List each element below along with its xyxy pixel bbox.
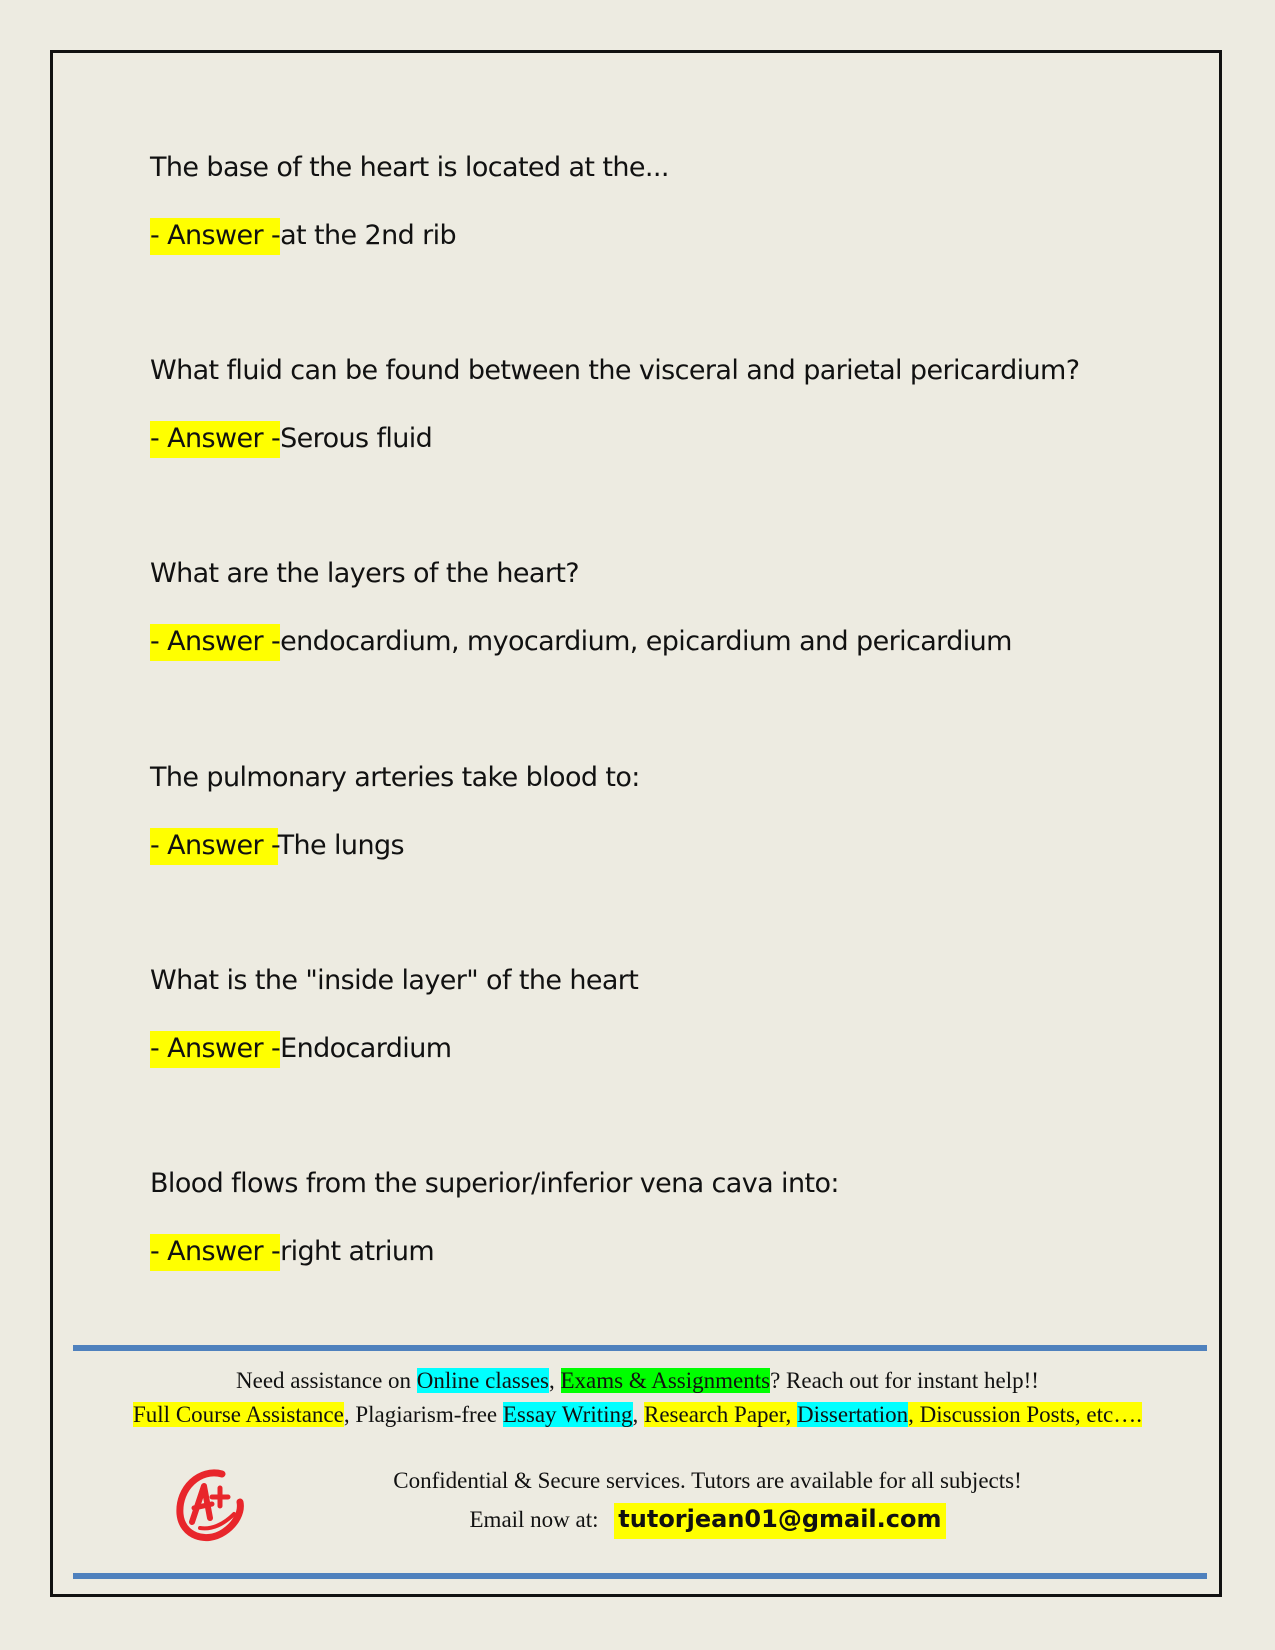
answer-tag: - Answer - [150, 218, 280, 255]
answer-text: The lungs [277, 830, 404, 861]
question-text: The pulmonary arteries take blood to: [150, 762, 640, 793]
email-line [130, 1505, 1275, 1533]
answer-line [150, 1234, 839, 1270]
footer-offerings-line [60, 1402, 1215, 1428]
email-address[interactable]: tutorjean01@gmail.com [614, 1503, 945, 1539]
answer-text: Endocardium [280, 1033, 452, 1064]
answer-line [150, 1031, 638, 1067]
dissertation-highlight: Dissertation [796, 1402, 909, 1427]
answer-tag: - Answer - [150, 1031, 280, 1068]
question-text: What are the layers of the heart? [150, 558, 580, 589]
answer-line [150, 218, 669, 254]
answer-line [150, 421, 1079, 457]
footer-text: Need assistance on [236, 1368, 417, 1393]
answer-line [150, 624, 1012, 660]
footer-services-line [60, 1368, 1215, 1394]
question-text: The base of the heart is located at the... [150, 152, 669, 183]
confidential-line: Confidential & Secure services. Tutors are available for all subjects! [393, 1468, 1022, 1493]
answer-tag: - Answer - [150, 624, 280, 661]
exams-highlight: Exams & Assignments [560, 1368, 771, 1393]
answer-text: right atrium [280, 1236, 435, 1267]
answer-line [150, 828, 640, 864]
footer-text: ? Reach out for instant help!! [770, 1368, 1039, 1393]
qa-item [150, 1166, 839, 1270]
answer-text: at the 2nd rib [280, 220, 457, 251]
email-label: Email now at: [469, 1507, 605, 1532]
qa-item [150, 150, 669, 254]
answer-tag: - Answer - [150, 828, 278, 865]
question-text: What is the "inside layer" of the heart [150, 965, 639, 996]
answer-text: Serous fluid [280, 423, 433, 454]
footer-bottom-rule [73, 1573, 1207, 1579]
answer-tag: - Answer - [150, 1234, 280, 1271]
qa-item [150, 760, 640, 864]
question-text: Blood flows from the superior/inferior vena cava into: [150, 1168, 839, 1199]
qa-item [150, 556, 1012, 660]
footer-top-rule [73, 1345, 1207, 1351]
answer-tag: - Answer - [150, 421, 280, 458]
essay-writing-highlight: Essay Writing [502, 1402, 633, 1427]
footer-text: , [632, 1402, 644, 1427]
research-paper-highlight: Research Paper, [644, 1402, 797, 1427]
online-classes-highlight: Online classes [416, 1368, 549, 1393]
discussion-posts-highlight: , Discussion Posts, etc…. [908, 1402, 1142, 1427]
qa-item [150, 963, 638, 1067]
question-text: What fluid can be found between the visceral and parietal pericardium? [150, 355, 1080, 386]
footer-text: , [549, 1368, 561, 1393]
full-course-highlight: Full Course Assistance [133, 1402, 344, 1427]
answer-text: endocardium, myocardium, epicardium and pericardium [280, 626, 1012, 657]
footer-text: , Plagiarism-free [343, 1402, 503, 1427]
qa-item [150, 353, 1079, 457]
